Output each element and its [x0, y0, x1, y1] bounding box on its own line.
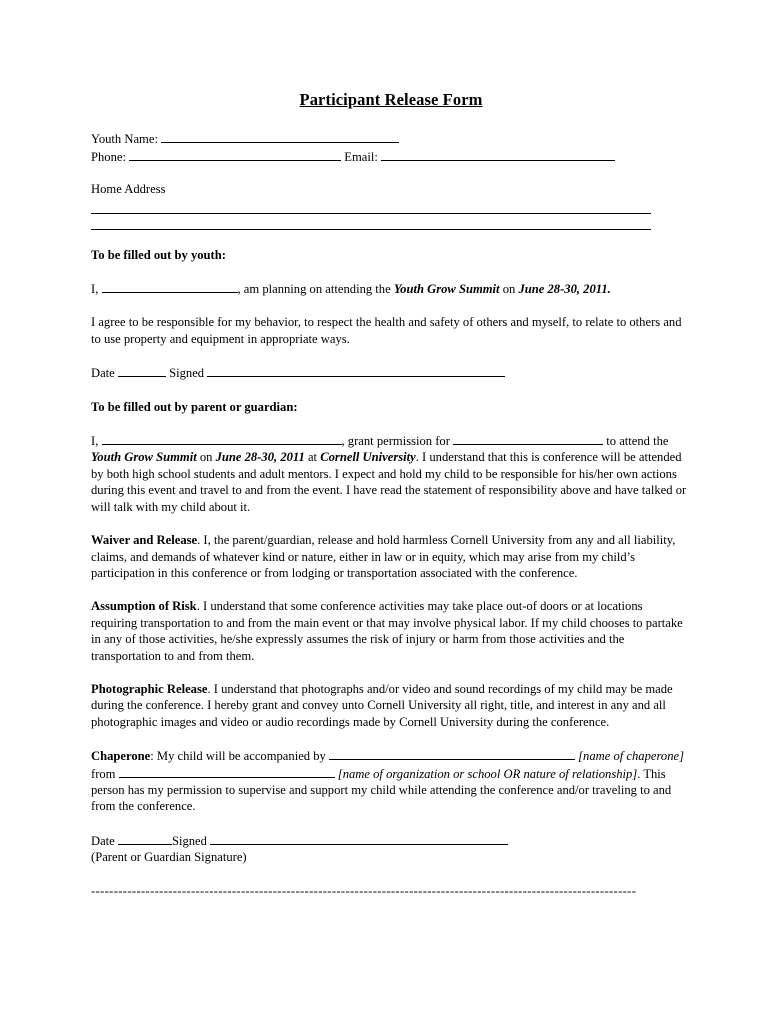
chaperone-paragraph [91, 747, 691, 815]
parent-signature-caption: (Parent or Guardian Signature) [91, 850, 247, 865]
chaperone-text-1: : My child will be accompanied by [150, 749, 326, 764]
photo-paragraph [91, 681, 691, 730]
waiver-paragraph [91, 532, 691, 581]
form-title: Participant Release Form [299, 90, 483, 109]
parent-event-dates: June 28-30, 2011 [215, 450, 305, 465]
youth-date-field[interactable] [118, 364, 166, 377]
chaperone-name-hint: [name of chaperone] [578, 749, 685, 764]
parent-permission-paragraph [91, 432, 691, 515]
youth-agreement-text: I agree to be responsible for my behavior, to respect the health and safety of others and myself, to relate to others and to use property and equipment in appropriate ways. [91, 315, 682, 346]
youth-i-prefix: I, [91, 282, 99, 297]
parent-name-field[interactable] [102, 432, 342, 445]
child-name-field[interactable] [453, 432, 603, 445]
parent-understand-text: . I understand that this is conference will be attended by both high school students and adult mentors. I expect and hold my child to be responsible for his/her own actions during this event and travel to and from the event. I have read the statement of responsibility above and have talked or will talk with my child about it. [91, 450, 687, 514]
chaperone-org-field[interactable] [119, 765, 335, 778]
youth-name-field[interactable] [161, 130, 399, 143]
home-address-line-1[interactable] [91, 198, 651, 214]
chaperone-text-2: . This person has my permission to supervise and support my child while attending the conference and/or traveling to and from the conference. [91, 766, 672, 814]
cut-line-divider: ------------------------------------------------------------------------------------------------------------------------ [91, 883, 637, 898]
youth-attendance-line [91, 280, 691, 297]
parent-signature-field[interactable] [210, 832, 508, 845]
parent-the-word: the [653, 434, 669, 449]
risk-text: . I understand that some conference activities may take place out-of doors or at locations requiring transportation to and from the main event or that may involve physical labor. If my child chooses to partake in any of those activities, he/she expressly assumes the risk of injury or harm from those activities and the transportation to and from them. [91, 599, 683, 663]
youth-signature-field[interactable] [207, 364, 505, 377]
parent-signed-label: Signed [171, 833, 207, 848]
youth-on-word: on [502, 282, 516, 297]
phone-field[interactable] [129, 148, 341, 161]
parent-section-heading: To be filled out by parent or guardian: [91, 399, 298, 414]
waiver-heading: Waiver and Release [91, 533, 198, 548]
chaperone-heading: Chaperone [91, 749, 151, 764]
risk-heading: Assumption of Risk [91, 599, 197, 614]
youth-planning-text: , am planning on attending the [237, 282, 391, 297]
chaperone-from-word: from [91, 766, 116, 781]
risk-paragraph [91, 598, 691, 664]
youth-section-heading: To be filled out by youth: [91, 247, 226, 262]
youth-name-row [91, 130, 691, 147]
parent-grant-text: , grant permission for [341, 434, 450, 449]
parent-date-field[interactable] [118, 832, 172, 845]
photo-heading: Photographic Release [91, 681, 208, 696]
parent-event-name: Youth Grow Summit [91, 450, 197, 465]
parent-date-label: Date [91, 833, 115, 848]
youth-date-label: Date [91, 366, 115, 381]
youth-name-inline-field[interactable] [102, 280, 238, 293]
youth-signed-label: Signed [169, 366, 205, 381]
parent-on-word: on [199, 450, 213, 465]
phone-label: Phone: [91, 149, 126, 164]
email-label: Email: [344, 149, 378, 164]
phone-email-row [91, 148, 691, 165]
parent-university: Cornell University [320, 450, 416, 465]
parent-to-attend: to attend [606, 434, 650, 449]
youth-event-dates: June 28-30, 2011. [518, 282, 611, 297]
photo-text: . I understand that photographs and/or video and sound recordings of my child may be made during the conference. I hereby grant and convey unto Cornell University all right, title, and interest in any and all photographic images and video or audio recordings made by Cornell University during the conference. [91, 681, 673, 729]
waiver-text: . I, the parent/guardian, release and hold harmless Cornell University from any and all liability, claims, and demands of whatever kind or nature, either in law or in equity, which may arise from my child’s participation in this conference or from lodging or transportation associated with the conference. [91, 533, 676, 580]
parent-at-word: at [307, 450, 318, 465]
youth-date-signed-row [91, 364, 691, 381]
release-form-page [91, 92, 691, 899]
email-field[interactable] [381, 148, 615, 161]
home-address-label: Home Address [91, 182, 166, 197]
home-address-line-2[interactable] [91, 214, 651, 230]
youth-name-label: Youth Name: [91, 132, 158, 147]
youth-event-name: Youth Grow Summit [393, 282, 500, 297]
chaperone-org-hint: [name of organization or school OR nature of relationship] [337, 766, 638, 781]
parent-i-prefix: I, [91, 434, 99, 449]
parent-date-signed-row [91, 832, 691, 849]
chaperone-name-field[interactable] [329, 747, 575, 760]
